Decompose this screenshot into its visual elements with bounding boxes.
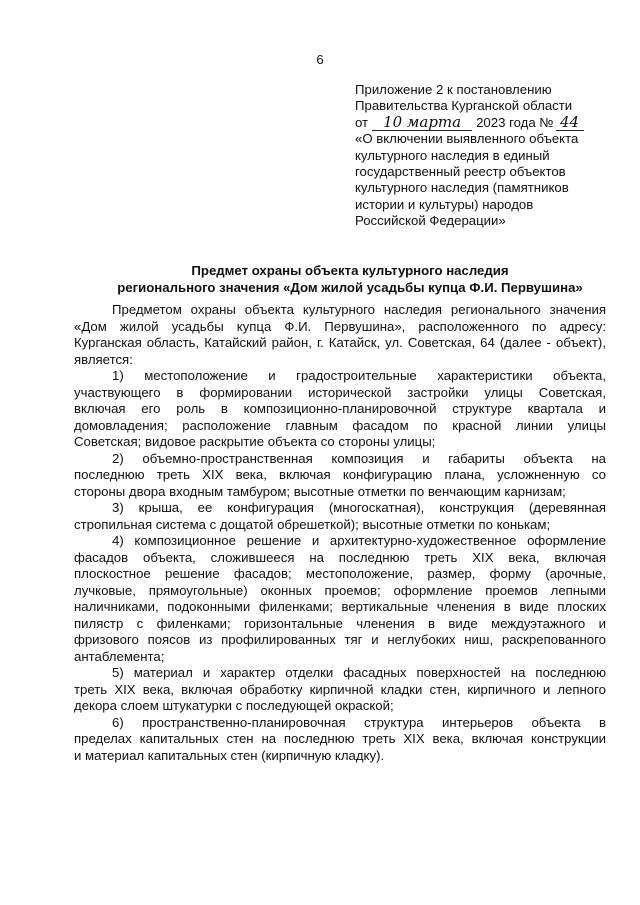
page-number: 6	[316, 52, 324, 67]
appendix-header	[355, 82, 605, 230]
date-prefix: от	[355, 114, 369, 130]
protection-item-line: 5) материал и характер отделки фасадных поверхностей на последнюю	[112, 665, 606, 680]
protection-item-line: антаблемента;	[74, 648, 165, 664]
appendix-line: культурного наследия в единый	[355, 147, 550, 163]
appendix-line: «О включении выявленного объекта	[355, 131, 579, 147]
protection-item-line: пилястр с филенками; горизонтальные членения в виде междуэтажного и	[74, 615, 606, 631]
protection-item-line: лучковые, прямоугольные) оконных проемов; оформление проемов лепными	[74, 582, 606, 598]
protection-item-line: домовладения; расположение главным фасадом по красной линии улицы	[74, 417, 606, 433]
intro-line: является:	[74, 351, 133, 367]
protection-item-line: фризового поясов из профилированных тяг и неглубоких ниш, раскрепованного	[74, 632, 606, 647]
protection-item-line: треть XIX века, включая обработку кирпичной кладки стен, кирпичного и лепного	[74, 681, 606, 697]
protection-item-line: участвующего в формировании исторической застройки улицы Советская,	[74, 384, 606, 400]
appendix-line: Правительства Курганской области	[355, 98, 573, 114]
protection-item	[74, 665, 606, 715]
appendix-line: истории и культуры) народов	[355, 196, 534, 212]
title-line: регионального значения «Дом жилой усадьбы купца Ф.И. Первушина»	[117, 280, 583, 295]
handwritten-date: 10 марта	[372, 116, 472, 131]
protection-item-line: пределах капитальных стен на последнюю треть XIX века, включая конструкции	[74, 731, 606, 746]
intro-line: Предметом охраны объекта культурного наследия регионального значения	[112, 302, 606, 317]
protection-item-line: 6) пространственно-планировочная структура интерьеров объекта в	[112, 714, 606, 730]
document-body	[74, 302, 606, 764]
protection-item-line: плоскостное решение фасадов; местоположение, размер, форму (арочные,	[74, 566, 606, 581]
protection-item	[74, 368, 606, 451]
protection-item-line: 1) местоположение и градостроительные характеристики объекта,	[112, 368, 606, 383]
protection-item-line: последнюю треть XIX века, включая конфигурацию плана, усложненную со	[74, 467, 606, 482]
protection-item-line: стропильная система с дощатой обрешеткой); высотные отметки по конькам;	[74, 516, 551, 532]
protection-item-line: 4) композиционное решение и архитектурно-художественное оформление	[112, 533, 606, 548]
protection-item-line: фасадов объекта, сложившееся на последнюю треть XIX века, включая	[74, 549, 606, 565]
protection-item-line: Советская; видовое раскрытие объекта со стороны улицы;	[74, 434, 436, 449]
handwritten-number: 44	[556, 116, 584, 131]
appendix-line: культурного наследия (памятников	[355, 180, 569, 196]
intro-paragraph	[74, 302, 606, 368]
title-line: Предмет охраны объекта культурного наследия	[191, 263, 509, 278]
protection-item-line: декора слоем штукатурки с последующей окраской;	[74, 698, 394, 713]
protection-item-line: включая его роль в композиционно-планировочной структуре квартала и	[74, 401, 606, 416]
year-text: 2023 года №	[476, 114, 554, 130]
protection-item	[74, 500, 606, 533]
protection-item-line: 2) объемно-пространственная композиция и габариты объекта на	[112, 450, 606, 466]
appendix-date-line	[355, 112, 605, 131]
protection-item-line: и материал капитальных стен (кирпичную кладку).	[74, 747, 385, 763]
protection-item	[74, 451, 606, 501]
document-title	[60, 262, 640, 296]
protection-items-list	[74, 368, 606, 764]
appendix-line: Приложение 2 к постановлению	[355, 82, 552, 97]
protection-item	[74, 715, 606, 765]
protection-item-line: наличниками, подоконными филенками; вертикальные членения в виде плоских	[74, 599, 606, 614]
intro-line: «Дом жилой усадьбы купца Ф.И. Первушина», расположенного по адресу:	[74, 318, 606, 334]
appendix-line: государственный реестр объектов	[355, 164, 566, 180]
protection-item	[74, 533, 606, 665]
intro-line: Курганская область, Катайский район, г. Катайск, ул. Советская, 64 (далее - объект),	[74, 335, 606, 350]
protection-item-line: стороны двора входным тамбуром; высотные отметки по венчающим карнизам;	[74, 483, 566, 499]
protection-item-line: 3) крыша, ее конфигурация (многоскатная), конструкция (деревянная	[112, 500, 606, 515]
appendix-line: Российской Федерации»	[355, 213, 506, 229]
